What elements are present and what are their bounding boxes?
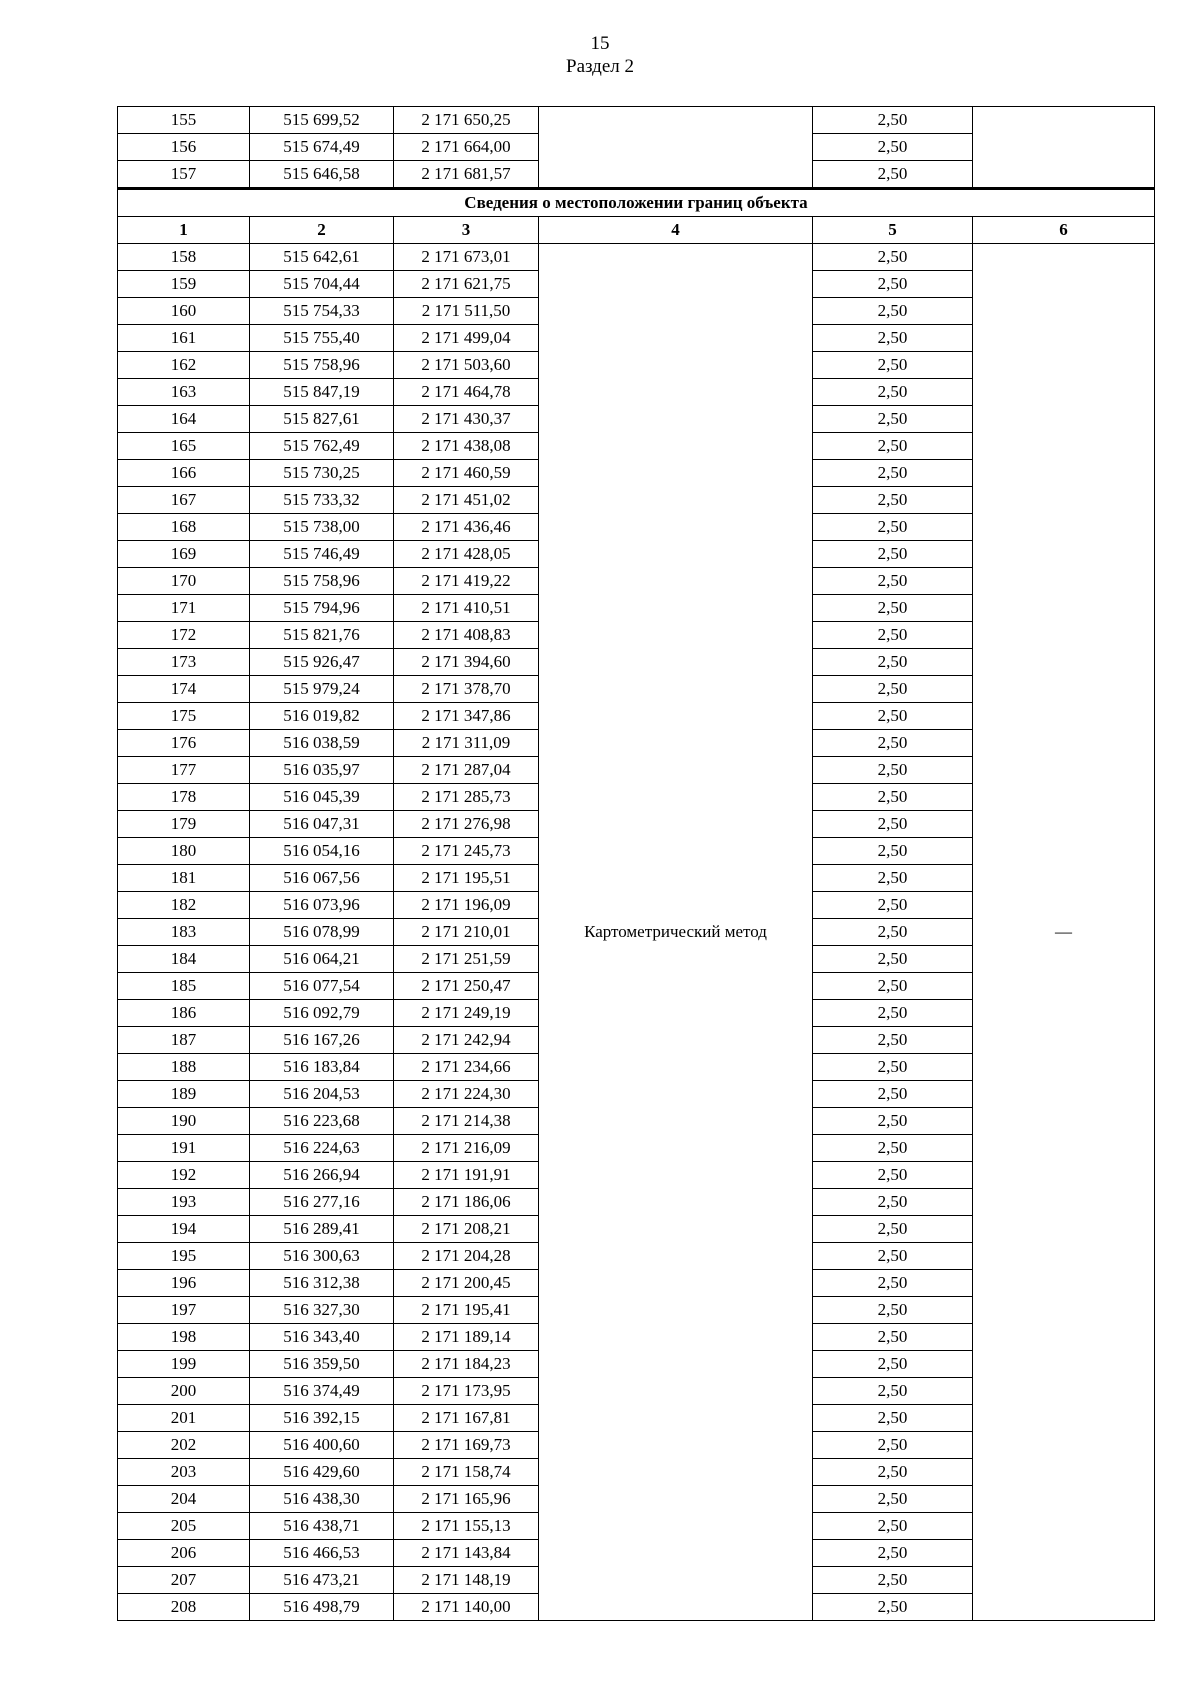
coord-y-cell: 2 171 165,96 bbox=[394, 1486, 539, 1513]
coord-y-cell: 2 171 430,37 bbox=[394, 406, 539, 433]
accuracy-cell: 2,50 bbox=[813, 1270, 973, 1297]
point-number-cell: 178 bbox=[118, 784, 250, 811]
coord-x-cell: 515 738,00 bbox=[250, 514, 394, 541]
coord-x-cell: 516 224,63 bbox=[250, 1135, 394, 1162]
coord-x-cell: 516 438,71 bbox=[250, 1513, 394, 1540]
coord-x-cell: 515 847,19 bbox=[250, 379, 394, 406]
accuracy-cell: 2,50 bbox=[813, 865, 973, 892]
coord-y-cell: 2 171 428,05 bbox=[394, 541, 539, 568]
column-number: 5 bbox=[813, 217, 973, 244]
coord-y-cell: 2 171 200,45 bbox=[394, 1270, 539, 1297]
accuracy-cell: 2,50 bbox=[813, 1405, 973, 1432]
accuracy-cell: 2,50 bbox=[813, 352, 973, 379]
accuracy-cell: 2,50 bbox=[813, 1108, 973, 1135]
point-number-cell: 179 bbox=[118, 811, 250, 838]
coord-y-cell: 2 171 451,02 bbox=[394, 487, 539, 514]
coord-y-cell: 2 171 245,73 bbox=[394, 838, 539, 865]
column-numbers-row bbox=[118, 217, 1155, 244]
coord-y-cell: 2 171 511,50 bbox=[394, 298, 539, 325]
accuracy-cell: 2,50 bbox=[813, 134, 973, 161]
coord-x-cell: 515 762,49 bbox=[250, 433, 394, 460]
accuracy-cell: 2,50 bbox=[813, 1081, 973, 1108]
coord-x-cell: 516 312,38 bbox=[250, 1270, 394, 1297]
coord-x-cell: 516 359,50 bbox=[250, 1351, 394, 1378]
coord-x-cell: 516 064,21 bbox=[250, 946, 394, 973]
coord-y-cell: 2 171 664,00 bbox=[394, 134, 539, 161]
coord-x-cell: 516 223,68 bbox=[250, 1108, 394, 1135]
coord-y-cell: 2 171 621,75 bbox=[394, 271, 539, 298]
coord-y-cell: 2 171 158,74 bbox=[394, 1459, 539, 1486]
accuracy-cell: 2,50 bbox=[813, 1513, 973, 1540]
accuracy-cell: 2,50 bbox=[813, 622, 973, 649]
coord-y-cell: 2 171 210,01 bbox=[394, 919, 539, 946]
point-number-cell: 182 bbox=[118, 892, 250, 919]
coord-x-cell: 516 300,63 bbox=[250, 1243, 394, 1270]
coord-x-cell: 516 266,94 bbox=[250, 1162, 394, 1189]
point-number-cell: 191 bbox=[118, 1135, 250, 1162]
coord-y-cell: 2 171 419,22 bbox=[394, 568, 539, 595]
section-title-row bbox=[118, 189, 1155, 217]
point-number-cell: 174 bbox=[118, 676, 250, 703]
coord-x-cell: 515 642,61 bbox=[250, 244, 394, 271]
coord-x-cell: 516 429,60 bbox=[250, 1459, 394, 1486]
coord-y-cell: 2 171 191,91 bbox=[394, 1162, 539, 1189]
accuracy-cell: 2,50 bbox=[813, 433, 973, 460]
coord-y-cell: 2 171 438,08 bbox=[394, 433, 539, 460]
accuracy-cell: 2,50 bbox=[813, 595, 973, 622]
point-number-cell: 158 bbox=[118, 244, 250, 271]
coord-x-cell: 516 400,60 bbox=[250, 1432, 394, 1459]
coord-x-cell: 515 794,96 bbox=[250, 595, 394, 622]
accuracy-cell: 2,50 bbox=[813, 1378, 973, 1405]
point-number-cell: 204 bbox=[118, 1486, 250, 1513]
coord-x-cell: 515 699,52 bbox=[250, 107, 394, 134]
coord-y-cell: 2 171 464,78 bbox=[394, 379, 539, 406]
coord-y-cell: 2 171 285,73 bbox=[394, 784, 539, 811]
coordinates-table bbox=[117, 106, 1155, 1621]
coord-x-cell: 516 183,84 bbox=[250, 1054, 394, 1081]
accuracy-cell: 2,50 bbox=[813, 1324, 973, 1351]
coord-x-cell: 515 758,96 bbox=[250, 352, 394, 379]
accuracy-cell: 2,50 bbox=[813, 1027, 973, 1054]
accuracy-cell: 2,50 bbox=[813, 568, 973, 595]
point-number-cell: 200 bbox=[118, 1378, 250, 1405]
coord-x-cell: 516 498,79 bbox=[250, 1594, 394, 1621]
page-header bbox=[0, 32, 1200, 78]
accuracy-cell: 2,50 bbox=[813, 244, 973, 271]
coord-x-cell: 516 438,30 bbox=[250, 1486, 394, 1513]
accuracy-cell: 2,50 bbox=[813, 161, 973, 189]
coord-y-cell: 2 171 196,09 bbox=[394, 892, 539, 919]
table-body bbox=[118, 107, 1155, 1621]
coord-x-cell: 516 019,82 bbox=[250, 703, 394, 730]
coord-x-cell: 515 758,96 bbox=[250, 568, 394, 595]
point-number-cell: 193 bbox=[118, 1189, 250, 1216]
accuracy-cell: 2,50 bbox=[813, 838, 973, 865]
coord-y-cell: 2 171 143,84 bbox=[394, 1540, 539, 1567]
accuracy-cell: 2,50 bbox=[813, 1540, 973, 1567]
coord-y-cell: 2 171 214,38 bbox=[394, 1108, 539, 1135]
column-number: 6 bbox=[973, 217, 1155, 244]
point-number-cell: 202 bbox=[118, 1432, 250, 1459]
method-cell-empty bbox=[539, 107, 813, 189]
column-number: 4 bbox=[539, 217, 813, 244]
coord-y-cell: 2 171 195,51 bbox=[394, 865, 539, 892]
point-number-cell: 166 bbox=[118, 460, 250, 487]
coord-x-cell: 515 746,49 bbox=[250, 541, 394, 568]
point-number-cell: 172 bbox=[118, 622, 250, 649]
description-cell-empty bbox=[973, 107, 1155, 189]
accuracy-cell: 2,50 bbox=[813, 1432, 973, 1459]
point-number-cell: 186 bbox=[118, 1000, 250, 1027]
point-number-cell: 159 bbox=[118, 271, 250, 298]
accuracy-cell: 2,50 bbox=[813, 541, 973, 568]
coord-x-cell: 515 730,25 bbox=[250, 460, 394, 487]
point-number-cell: 181 bbox=[118, 865, 250, 892]
accuracy-cell: 2,50 bbox=[813, 703, 973, 730]
section-title: Сведения о местоположении границ объекта bbox=[118, 189, 1155, 217]
coord-x-cell: 515 754,33 bbox=[250, 298, 394, 325]
coord-y-cell: 2 171 189,14 bbox=[394, 1324, 539, 1351]
coord-y-cell: 2 171 250,47 bbox=[394, 973, 539, 1000]
coord-y-cell: 2 171 208,21 bbox=[394, 1216, 539, 1243]
coord-y-cell: 2 171 287,04 bbox=[394, 757, 539, 784]
coord-x-cell: 516 077,54 bbox=[250, 973, 394, 1000]
coord-y-cell: 2 171 408,83 bbox=[394, 622, 539, 649]
coord-y-cell: 2 171 503,60 bbox=[394, 352, 539, 379]
point-number-cell: 197 bbox=[118, 1297, 250, 1324]
coord-y-cell: 2 171 148,19 bbox=[394, 1567, 539, 1594]
accuracy-cell: 2,50 bbox=[813, 1162, 973, 1189]
coord-x-cell: 515 646,58 bbox=[250, 161, 394, 189]
coord-y-cell: 2 171 276,98 bbox=[394, 811, 539, 838]
point-number-cell: 169 bbox=[118, 541, 250, 568]
point-number-cell: 176 bbox=[118, 730, 250, 757]
point-number-cell: 195 bbox=[118, 1243, 250, 1270]
coord-y-cell: 2 171 224,30 bbox=[394, 1081, 539, 1108]
coord-x-cell: 516 277,16 bbox=[250, 1189, 394, 1216]
point-number-cell: 201 bbox=[118, 1405, 250, 1432]
accuracy-cell: 2,50 bbox=[813, 1000, 973, 1027]
coord-x-cell: 515 733,32 bbox=[250, 487, 394, 514]
accuracy-cell: 2,50 bbox=[813, 1459, 973, 1486]
coord-x-cell: 516 045,39 bbox=[250, 784, 394, 811]
point-number-cell: 161 bbox=[118, 325, 250, 352]
coord-x-cell: 516 038,59 bbox=[250, 730, 394, 757]
coord-x-cell: 516 054,16 bbox=[250, 838, 394, 865]
point-number-cell: 173 bbox=[118, 649, 250, 676]
coord-x-cell: 516 343,40 bbox=[250, 1324, 394, 1351]
coord-y-cell: 2 171 169,73 bbox=[394, 1432, 539, 1459]
coord-y-cell: 2 171 249,19 bbox=[394, 1000, 539, 1027]
coord-x-cell: 516 289,41 bbox=[250, 1216, 394, 1243]
point-number-cell: 198 bbox=[118, 1324, 250, 1351]
point-number-cell: 167 bbox=[118, 487, 250, 514]
point-number-cell: 205 bbox=[118, 1513, 250, 1540]
coord-x-cell: 516 092,79 bbox=[250, 1000, 394, 1027]
point-number-cell: 187 bbox=[118, 1027, 250, 1054]
coord-y-cell: 2 171 378,70 bbox=[394, 676, 539, 703]
accuracy-cell: 2,50 bbox=[813, 107, 973, 134]
accuracy-cell: 2,50 bbox=[813, 649, 973, 676]
point-number-cell: 157 bbox=[118, 161, 250, 189]
coord-x-cell: 516 067,56 bbox=[250, 865, 394, 892]
accuracy-cell: 2,50 bbox=[813, 730, 973, 757]
coord-y-cell: 2 171 204,28 bbox=[394, 1243, 539, 1270]
point-number-cell: 183 bbox=[118, 919, 250, 946]
accuracy-cell: 2,50 bbox=[813, 1243, 973, 1270]
coord-x-cell: 516 204,53 bbox=[250, 1081, 394, 1108]
coord-x-cell: 515 926,47 bbox=[250, 649, 394, 676]
column-number: 3 bbox=[394, 217, 539, 244]
point-number-cell: 206 bbox=[118, 1540, 250, 1567]
coord-x-cell: 516 167,26 bbox=[250, 1027, 394, 1054]
coord-x-cell: 516 327,30 bbox=[250, 1297, 394, 1324]
accuracy-cell: 2,50 bbox=[813, 514, 973, 541]
point-number-cell: 207 bbox=[118, 1567, 250, 1594]
coord-x-cell: 516 466,53 bbox=[250, 1540, 394, 1567]
point-number-cell: 168 bbox=[118, 514, 250, 541]
coord-y-cell: 2 171 681,57 bbox=[394, 161, 539, 189]
point-number-cell: 160 bbox=[118, 298, 250, 325]
coord-x-cell: 516 073,96 bbox=[250, 892, 394, 919]
coord-y-cell: 2 171 673,01 bbox=[394, 244, 539, 271]
accuracy-cell: 2,50 bbox=[813, 919, 973, 946]
accuracy-cell: 2,50 bbox=[813, 487, 973, 514]
coord-x-cell: 515 821,76 bbox=[250, 622, 394, 649]
coord-y-cell: 2 171 216,09 bbox=[394, 1135, 539, 1162]
coord-x-cell: 515 674,49 bbox=[250, 134, 394, 161]
accuracy-cell: 2,50 bbox=[813, 757, 973, 784]
coord-x-cell: 515 979,24 bbox=[250, 676, 394, 703]
coord-x-cell: 516 078,99 bbox=[250, 919, 394, 946]
description-cell: — bbox=[973, 244, 1155, 1621]
accuracy-cell: 2,50 bbox=[813, 298, 973, 325]
point-number-cell: 162 bbox=[118, 352, 250, 379]
point-number-cell: 184 bbox=[118, 946, 250, 973]
accuracy-cell: 2,50 bbox=[813, 1567, 973, 1594]
point-number-cell: 185 bbox=[118, 973, 250, 1000]
accuracy-cell: 2,50 bbox=[813, 946, 973, 973]
coord-x-cell: 515 704,44 bbox=[250, 271, 394, 298]
coord-x-cell: 516 473,21 bbox=[250, 1567, 394, 1594]
coord-y-cell: 2 171 311,09 bbox=[394, 730, 539, 757]
accuracy-cell: 2,50 bbox=[813, 892, 973, 919]
coord-x-cell: 516 374,49 bbox=[250, 1378, 394, 1405]
coord-y-cell: 2 171 410,51 bbox=[394, 595, 539, 622]
section-label: Раздел 2 bbox=[566, 56, 634, 77]
coord-y-cell: 2 171 186,06 bbox=[394, 1189, 539, 1216]
point-number-cell: 177 bbox=[118, 757, 250, 784]
point-number-cell: 199 bbox=[118, 1351, 250, 1378]
point-number-cell: 192 bbox=[118, 1162, 250, 1189]
column-number: 2 bbox=[250, 217, 394, 244]
accuracy-cell: 2,50 bbox=[813, 1351, 973, 1378]
coord-y-cell: 2 171 460,59 bbox=[394, 460, 539, 487]
coord-y-cell: 2 171 347,86 bbox=[394, 703, 539, 730]
accuracy-cell: 2,50 bbox=[813, 1486, 973, 1513]
accuracy-cell: 2,50 bbox=[813, 1054, 973, 1081]
accuracy-cell: 2,50 bbox=[813, 811, 973, 838]
coord-y-cell: 2 171 499,04 bbox=[394, 325, 539, 352]
point-number-cell: 171 bbox=[118, 595, 250, 622]
accuracy-cell: 2,50 bbox=[813, 676, 973, 703]
accuracy-cell: 2,50 bbox=[813, 1216, 973, 1243]
coord-y-cell: 2 171 251,59 bbox=[394, 946, 539, 973]
point-number-cell: 194 bbox=[118, 1216, 250, 1243]
accuracy-cell: 2,50 bbox=[813, 1189, 973, 1216]
coord-x-cell: 515 827,61 bbox=[250, 406, 394, 433]
accuracy-cell: 2,50 bbox=[813, 973, 973, 1000]
point-number-cell: 189 bbox=[118, 1081, 250, 1108]
coord-y-cell: 2 171 650,25 bbox=[394, 107, 539, 134]
table-row bbox=[118, 107, 1155, 134]
accuracy-cell: 2,50 bbox=[813, 460, 973, 487]
point-number-cell: 208 bbox=[118, 1594, 250, 1621]
point-number-cell: 170 bbox=[118, 568, 250, 595]
accuracy-cell: 2,50 bbox=[813, 784, 973, 811]
coord-y-cell: 2 171 167,81 bbox=[394, 1405, 539, 1432]
accuracy-cell: 2,50 bbox=[813, 325, 973, 352]
coord-x-cell: 516 035,97 bbox=[250, 757, 394, 784]
point-number-cell: 156 bbox=[118, 134, 250, 161]
point-number-cell: 188 bbox=[118, 1054, 250, 1081]
coord-y-cell: 2 171 436,46 bbox=[394, 514, 539, 541]
point-number-cell: 163 bbox=[118, 379, 250, 406]
coord-y-cell: 2 171 394,60 bbox=[394, 649, 539, 676]
accuracy-cell: 2,50 bbox=[813, 379, 973, 406]
point-number-cell: 175 bbox=[118, 703, 250, 730]
coord-x-cell: 515 755,40 bbox=[250, 325, 394, 352]
point-number-cell: 155 bbox=[118, 107, 250, 134]
coord-y-cell: 2 171 173,95 bbox=[394, 1378, 539, 1405]
accuracy-cell: 2,50 bbox=[813, 1594, 973, 1621]
method-cell: Картометрический метод bbox=[539, 244, 813, 1621]
point-number-cell: 165 bbox=[118, 433, 250, 460]
point-number-cell: 180 bbox=[118, 838, 250, 865]
accuracy-cell: 2,50 bbox=[813, 271, 973, 298]
coord-x-cell: 516 047,31 bbox=[250, 811, 394, 838]
point-number-cell: 190 bbox=[118, 1108, 250, 1135]
table-row bbox=[118, 244, 1155, 271]
accuracy-cell: 2,50 bbox=[813, 406, 973, 433]
coord-y-cell: 2 171 140,00 bbox=[394, 1594, 539, 1621]
coord-x-cell: 516 392,15 bbox=[250, 1405, 394, 1432]
coord-y-cell: 2 171 184,23 bbox=[394, 1351, 539, 1378]
accuracy-cell: 2,50 bbox=[813, 1297, 973, 1324]
coord-y-cell: 2 171 234,66 bbox=[394, 1054, 539, 1081]
point-number-cell: 196 bbox=[118, 1270, 250, 1297]
coord-y-cell: 2 171 242,94 bbox=[394, 1027, 539, 1054]
coord-y-cell: 2 171 195,41 bbox=[394, 1297, 539, 1324]
column-number: 1 bbox=[118, 217, 250, 244]
point-number-cell: 203 bbox=[118, 1459, 250, 1486]
page-number: 15 bbox=[590, 33, 610, 54]
coord-y-cell: 2 171 155,13 bbox=[394, 1513, 539, 1540]
accuracy-cell: 2,50 bbox=[813, 1135, 973, 1162]
point-number-cell: 164 bbox=[118, 406, 250, 433]
